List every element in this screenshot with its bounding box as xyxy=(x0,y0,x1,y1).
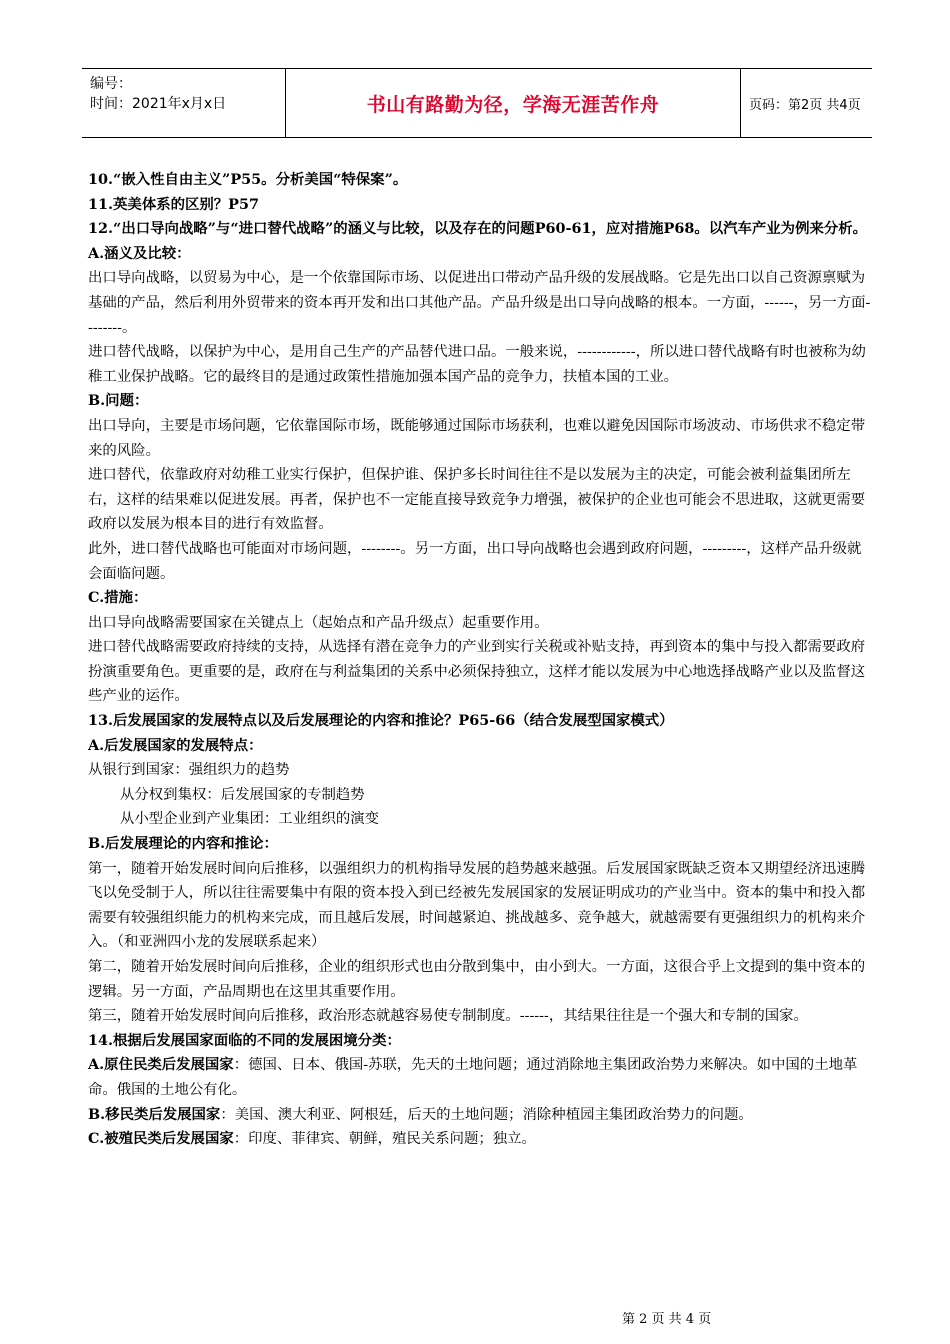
category-item xyxy=(88,1127,874,1152)
paragraph: 此外，进口替代战略也可能面对市场问题，--------。另一方面，出口导向战略也会遇到政府问题，---------，这样产品升级就会面临问题。 xyxy=(88,540,862,582)
question-11: 11.英美体系的区别？P57 xyxy=(88,195,260,213)
paragraph: 第一，随着开始发展时间向后推移，以强组织力的机构指导发展的趋势越来越强。后发展国家既缺乏资本又期望经济迅速腾飞以免受制于人，所以往往需要集中有限的资本投入到已经被先发展国家的发展证明成功的产业当中。资本的集中和投入都需要有较强组织能力的机构来完成，而且越后发展，时间越紧迫、挑战越多、竞争越大，就越需要有更强组织力的机构来介入。（和亚洲四小龙的发展联系起来） xyxy=(88,860,866,951)
paragraph: 出口导向战略，以贸易为中心，是一个依靠国际市场、以促进出口带动产品升级的发展战略。它是先出口以自己资源禀赋为基础的产品，然后利用外贸带来的资本再开发和出口其他产品。产品升级是出口导向战略的根本。一方面，------，另一方面--------。 xyxy=(88,270,871,336)
page-label: 页码：第2页 共4页 xyxy=(749,97,861,113)
paragraph: 进口替代战略，以保护为中心，是用自己生产的产品替代进口品。一般来说，------------，所以进口替代战略有时也被称为幼稚工业保护战略。它的最终目的是通过政策性措施加强本国产品的竞争力，扶植本国的工业。 xyxy=(88,344,866,385)
category-item xyxy=(88,1103,874,1128)
motto: 书山有路勤为径，学海无涯苦作舟 xyxy=(366,93,660,116)
paragraph: 出口导向战略需要国家在关键点上（起始点和产品升级点）起重要作用。 xyxy=(88,614,549,631)
paragraph: 第二，随着开始发展时间向后推移，企业的组织形式也由分散到集中，由小到大。一方面，这很合乎上文提到的集中资本的逻辑。另一方面，产品周期也在这里其重要作用。 xyxy=(88,959,866,1000)
question-14: 14.根据后发展国家面临的不同的发展困境分类： xyxy=(88,1031,401,1049)
header-page-cell xyxy=(741,69,872,137)
header-motto-cell xyxy=(285,69,741,137)
list-item: 从银行到国家：强组织力的趋势 xyxy=(88,762,290,779)
category-text: ：印度、菲律宾、朝鲜，殖民关系问题；独立。 xyxy=(233,1131,536,1148)
paragraph: 第三，随着开始发展时间向后推移，政治形态就越容易使专制制度。------，其结果往往是一个强大和专制的国家。 xyxy=(88,1008,808,1025)
category-text: ：美国、澳大利亚、阿根廷，后天的土地问题；消除种植园主集团政治势力的问题。 xyxy=(220,1106,753,1123)
section-heading: B.后发展理论的内容和推论： xyxy=(88,835,278,853)
document-body xyxy=(88,168,874,1152)
question-10: 10.“嵌入性自由主义”P55。分析美国“特保案”。 xyxy=(88,171,408,188)
category-label: C.被殖民类后发展国家 xyxy=(88,1130,234,1148)
question-12: 12.“出口导向战略”与“进口替代战略”的涵义与比较，以及存在的问题P60-61，应对措施P68。以汽车产业为例来分析。 xyxy=(88,220,868,238)
question-13: 13.后发展国家的发展特点以及后发展理论的内容和推论？P65-66（结合发展型国家模式） xyxy=(88,712,674,730)
section-heading: B.问题： xyxy=(88,392,149,410)
paragraph: 出口导向，主要是市场问题，它依靠国际市场，既能够通过国际市场获利，也难以避免因国际市场波动、市场供求不稳定带来的风险。 xyxy=(88,417,866,459)
number-label: 编号： xyxy=(90,76,132,92)
paragraph: 进口替代，依靠政府对幼稚工业实行保护，但保护谁、保护多长时间往往不是以发展为主的决定，可能会被利益集团所左右，这样的结果难以促进发展。再者，保护也不一定能直接导致竞争力增强，被保护的企业也可能会不思进取，这就更需要政府以发展为根本目的进行有效监督。 xyxy=(88,467,866,533)
category-item xyxy=(88,1053,874,1102)
list-item: 从分权到集权：后发展国家的专制趋势 xyxy=(120,786,365,803)
section-heading: A.涵义及比较： xyxy=(88,244,191,262)
page-header xyxy=(82,68,872,138)
category-label: B.移民类后发展国家 xyxy=(88,1105,221,1123)
page-footer: 第 2 页 共 4 页 xyxy=(622,1312,712,1327)
list-item: 从小型企业到产业集团：工业组织的演变 xyxy=(120,811,380,828)
category-text: ：德国、日本、俄国-苏联，先天的土地问题；通过消除地主集团政治势力来解决。如中国的土地革命。俄国的土地公有化。 xyxy=(88,1057,858,1098)
paragraph: 进口替代战略需要政府持续的支持，从选择有潜在竞争力的产业到实行关税或补贴支持，再到资本的集中与投入都需要政府扮演重要角色。更重要的是，政府在与利益集团的关系中必须保持独立，这样才能以发展为中心地选择战略产业以及监督这些产业的运作。 xyxy=(88,639,866,705)
category-label: A.原住民类后发展国家 xyxy=(88,1056,234,1074)
section-heading: A.后发展国家的发展特点： xyxy=(88,736,263,754)
header-info xyxy=(82,69,285,137)
section-heading: C.措施： xyxy=(88,589,148,607)
time-label: 时间：2021年x月x日 xyxy=(90,96,227,112)
